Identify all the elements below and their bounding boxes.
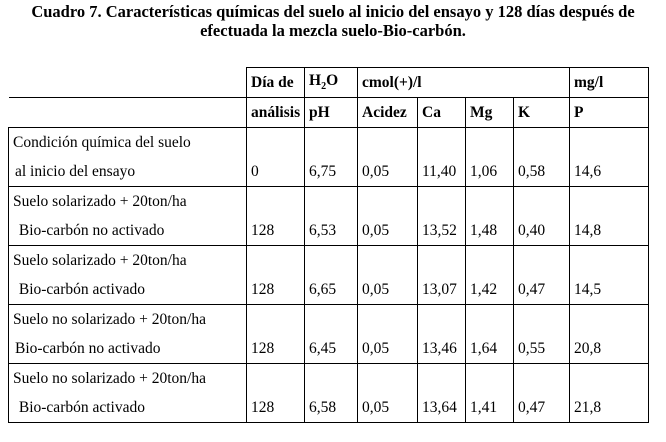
header-ph: pH: [305, 98, 358, 128]
cell-ph: 6,45: [305, 305, 358, 364]
condition-line-1: Suelo no solarizado + 20ton/ha: [13, 311, 206, 328]
header-p: P: [570, 98, 649, 128]
cell-p: 14,5: [570, 246, 649, 305]
cell-k: 0,55: [514, 305, 570, 364]
caption-line-1: Cuadro 7. Características químicas del suelo al inicio del ensayo y 128 días después de: [31, 2, 635, 21]
cell-acidez: 0,05: [358, 246, 418, 305]
cell-ph: 6,65: [305, 246, 358, 305]
cell-ca: 13,07: [418, 246, 466, 305]
condition-line-1: Suelo solarizado + 20ton/ha: [13, 252, 187, 269]
cell-dia: 128: [247, 246, 305, 305]
header-blank-cell: [9, 68, 247, 98]
header-mgl: mg/l: [570, 68, 649, 98]
cell-ph: 6,75: [305, 128, 358, 187]
cell-mg: 1,48: [466, 187, 514, 246]
cell-dia: 128: [247, 364, 305, 423]
table-row: [9, 128, 649, 187]
cell-dia: 128: [247, 187, 305, 246]
cell-p: 21,8: [570, 364, 649, 423]
header-acidez: Acidez: [358, 98, 418, 128]
header-dia: Día de: [247, 68, 305, 98]
cell-ca: 11,40: [418, 128, 466, 187]
condition-line-2: al inicio del ensayo: [15, 163, 136, 180]
cell-acidez: 0,05: [358, 305, 418, 364]
table-row: [9, 364, 649, 423]
header-ca: Ca: [418, 98, 466, 128]
condition-cell: [9, 364, 247, 423]
header-k: K: [514, 98, 570, 128]
condition-line-2: Bio-carbón no activado: [15, 340, 161, 357]
condition-line-1: Suelo no solarizado + 20ton/ha: [13, 370, 206, 387]
header-row-2: [9, 98, 649, 128]
cell-ca: 13,46: [418, 305, 466, 364]
condition-cell: [9, 246, 247, 305]
condition-cell: [9, 187, 247, 246]
cell-mg: 1,41: [466, 364, 514, 423]
cell-k: 0,47: [514, 364, 570, 423]
table-row: [9, 246, 649, 305]
cell-mg: 1,42: [466, 246, 514, 305]
condition-cell: [9, 128, 247, 187]
cell-mg: 1,64: [466, 305, 514, 364]
h2o-o: O: [326, 72, 339, 90]
table-row: [9, 305, 649, 364]
cell-ca: 13,64: [418, 364, 466, 423]
h2o-h: H: [309, 72, 322, 90]
cell-ca: 13,52: [418, 187, 466, 246]
cell-acidez: 0,05: [358, 364, 418, 423]
cell-p: 14,8: [570, 187, 649, 246]
condition-cell: [9, 305, 247, 364]
soil-chemistry-table: [8, 67, 649, 423]
h2o-sub: 2: [321, 81, 327, 93]
condition-line-2: Bio-carbón activado: [15, 281, 145, 298]
cell-ph: 6,58: [305, 364, 358, 423]
cell-dia: 0: [247, 128, 305, 187]
header-blank-cell-2: [9, 98, 247, 128]
cell-k: 0,40: [514, 187, 570, 246]
cell-acidez: 0,05: [358, 187, 418, 246]
table-caption: [0, 2, 666, 40]
caption-line-2: efectuada la mezcla suelo-Bio-carbón.: [200, 21, 466, 40]
condition-line-2: Bio-carbón no activado: [15, 222, 165, 239]
cell-k: 0,58: [514, 128, 570, 187]
cell-dia: 128: [247, 305, 305, 364]
cell-acidez: 0,05: [358, 128, 418, 187]
condition-line-1: Suelo solarizado + 20ton/ha: [13, 193, 187, 210]
header-cmol: cmol(+)/l: [358, 68, 570, 98]
header-analisis: análisis: [247, 98, 305, 128]
cell-mg: 1,06: [466, 128, 514, 187]
cell-p: 14,6: [570, 128, 649, 187]
cell-ph: 6,53: [305, 187, 358, 246]
header-row-1: [9, 68, 649, 98]
condition-line-1: Condición química del suelo: [13, 134, 191, 151]
cell-p: 20,8: [570, 305, 649, 364]
cell-k: 0,47: [514, 246, 570, 305]
header-h2o: [305, 68, 358, 98]
header-mg: Mg: [466, 98, 514, 128]
table-row: [9, 187, 649, 246]
condition-line-2: Bio-carbón activado: [15, 399, 145, 416]
